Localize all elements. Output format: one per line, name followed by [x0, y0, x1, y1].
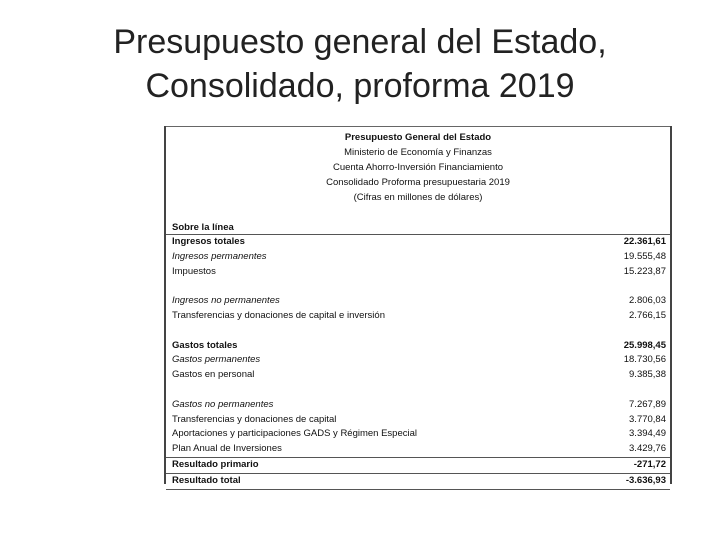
row-value: -3.636,93: [625, 474, 666, 486]
table-rows: [166, 234, 670, 490]
table-row: [166, 473, 670, 490]
row-label: Ingresos no permanentes: [172, 295, 280, 307]
row-label: Gastos totales: [172, 339, 238, 351]
table-row: [166, 442, 670, 457]
row-label: Gastos permanentes: [172, 354, 261, 366]
table-row: [166, 250, 670, 265]
table-header-line: (Cifras en millones de dólares): [353, 192, 483, 203]
row-value: -271,72: [633, 458, 666, 470]
slide-title-line-1: Presupuesto general del Estado,: [113, 23, 607, 61]
slide-title-line-2: Consolidado, proforma 2019: [145, 67, 575, 105]
table-header-line: Consolidado Proforma presupuestaria 2019: [326, 177, 510, 188]
table-row-spacer: [166, 383, 670, 398]
row-value: 15.223,87: [623, 265, 666, 277]
table-row: [166, 368, 670, 383]
row-value: 3.770,84: [629, 413, 666, 425]
table-row: [166, 234, 670, 250]
table-row-spacer: [166, 279, 670, 294]
section-label: Sobre la línea: [172, 222, 234, 233]
row-label: Resultado primario: [172, 458, 259, 470]
table-row: [166, 294, 670, 309]
row-label: Gastos en personal: [172, 369, 255, 381]
row-value: 9.385,38: [629, 369, 666, 381]
row-value: 19.555,48: [623, 250, 666, 262]
row-value: 3.394,49: [629, 428, 666, 440]
row-label: Gastos no permanentes: [172, 398, 274, 410]
row-value: 2.766,15: [629, 309, 666, 321]
row-value: 25.998,45: [623, 339, 666, 351]
row-label: Resultado total: [172, 474, 241, 486]
table-row: [166, 457, 670, 473]
budget-table-image: [164, 126, 672, 484]
table-header-line: Presupuesto General del Estado: [344, 132, 492, 143]
table-row-spacer: [166, 324, 670, 339]
row-value: 7.267,89: [629, 398, 666, 410]
slide-title: [20, 20, 700, 108]
table-row: [166, 427, 670, 442]
table-header-line: Ministerio de Economía y Finanzas: [344, 147, 492, 158]
table-row: [166, 309, 670, 324]
row-value: 22.361,61: [623, 236, 666, 247]
row-label: Ingresos totales: [172, 236, 245, 247]
row-label: Ingresos permanentes: [172, 250, 267, 262]
table-header: [166, 126, 670, 205]
row-value: 2.806,03: [629, 295, 666, 307]
row-value: 3.429,76: [629, 443, 666, 455]
row-label: Aportaciones y participaciones GADS y Régimen Especial: [172, 428, 418, 440]
table-row: [166, 265, 670, 280]
table-row: [166, 353, 670, 368]
table-row: [166, 413, 670, 428]
row-label: Plan Anual de Inversiones: [172, 443, 282, 455]
row-label: Transferencias y donaciones de capital e inversión: [172, 309, 385, 321]
row-value: 18.730,56: [623, 354, 666, 366]
row-label: Transferencias y donaciones de capital: [172, 413, 337, 425]
table-row: [166, 339, 670, 354]
table-row: [166, 398, 670, 413]
row-label: Impuestos: [172, 265, 216, 277]
table-header-line: Cuenta Ahorro-Inversión Financiamiento: [332, 162, 504, 173]
